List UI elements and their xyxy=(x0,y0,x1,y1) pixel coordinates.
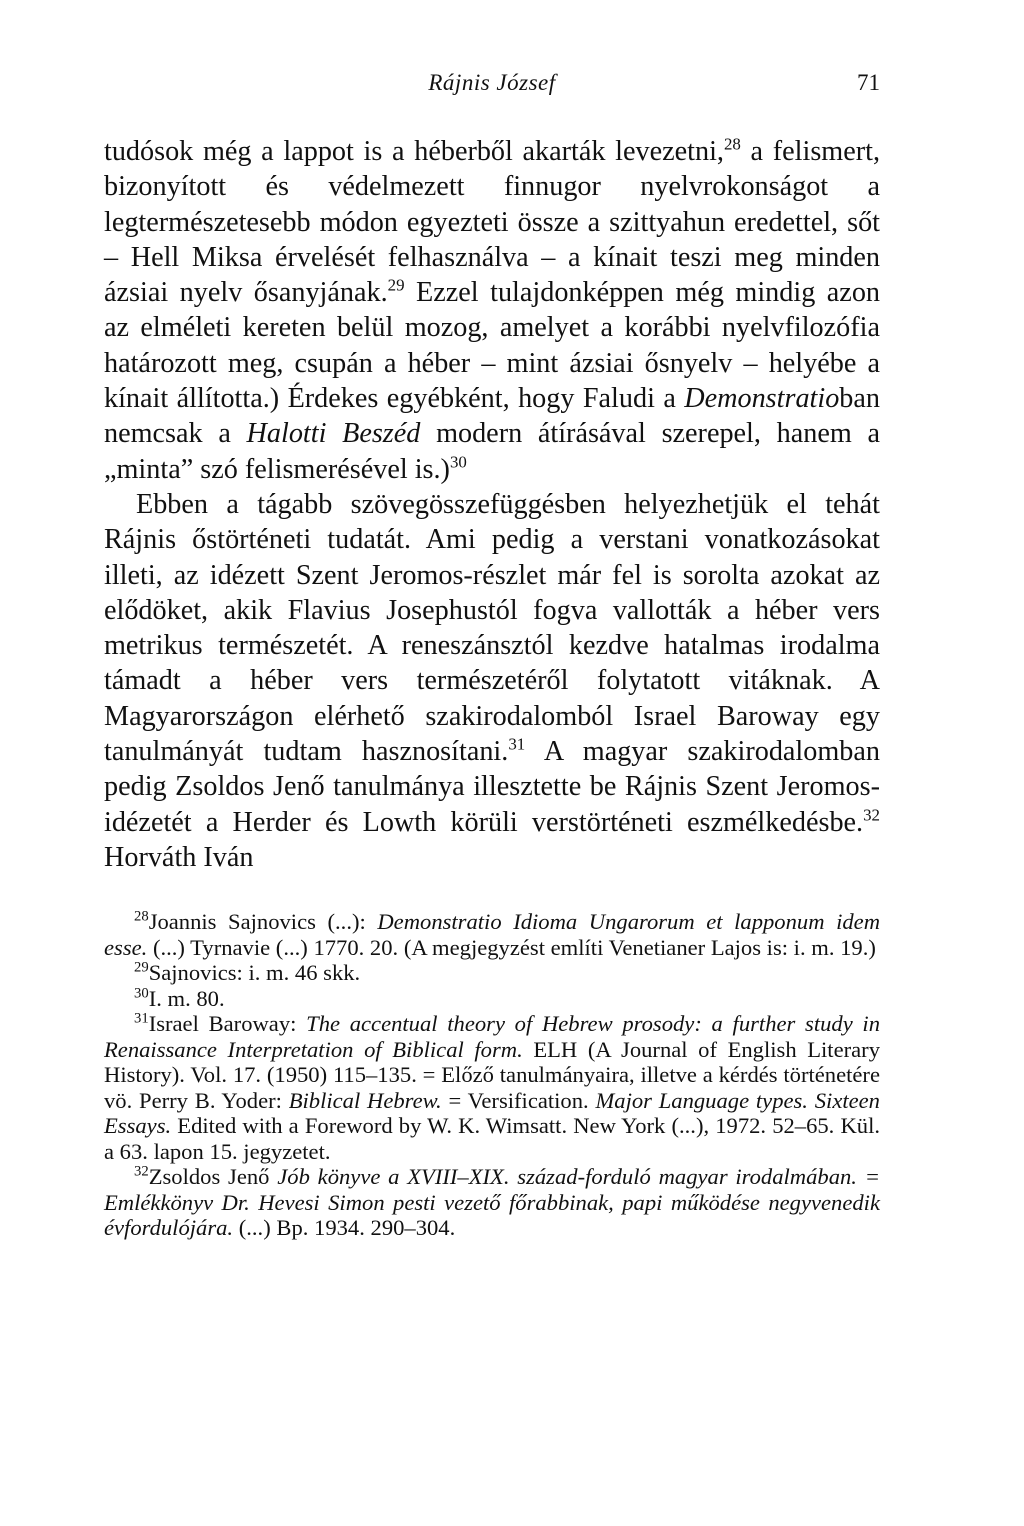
page-header xyxy=(104,62,880,106)
footnote-text: (...) Bp. 1934. 290–304. xyxy=(233,1215,456,1241)
footnote-28 xyxy=(104,909,880,960)
footnote-text: Zsoldos Jenő xyxy=(148,1164,278,1190)
footnote-ref-28: 28 xyxy=(723,134,741,154)
footnote-text: Joannis Sajnovics (...): xyxy=(148,909,378,935)
footnote-text: = Versification. xyxy=(441,1087,596,1113)
text-run: modern átírásával szerepel, hanem a „minta” szó felismerésével is.) xyxy=(104,418,880,485)
footnote-32 xyxy=(104,1164,880,1241)
main-text xyxy=(104,134,880,875)
footnote-30 xyxy=(104,986,880,1012)
footnote-italic: Jób könyve a XVIII–XIX. század-forduló magyar irodalmában. = Emlékkönyv Dr. Hevesi Simon pesti vezető főrabbinak, papi működése negyvenedik évfordulójára. xyxy=(104,1164,880,1241)
footnote-29 xyxy=(104,960,880,986)
text-run: Horváth Iván xyxy=(104,841,254,873)
footnote-text: ELH (A Journal of English Literary History). Vol. 17. (1950) 115–135. = Előző tanulmányaira, illetve a kérdés történetére vö. Perry B. Yoder: xyxy=(104,1036,880,1113)
text-run: ban nemcsak a xyxy=(104,383,880,450)
footnote-ref-32: 32 xyxy=(863,805,880,825)
footnote-text: Sajnovics: i. m. 46 skk. xyxy=(148,960,361,986)
footnote-number: 28 xyxy=(134,908,149,925)
footnote-text: I. m. 80. xyxy=(148,985,225,1011)
footnote-text: Israel Baroway: xyxy=(148,1011,307,1037)
running-title: Rájnis József xyxy=(428,70,556,95)
italic-title: Demonstratio xyxy=(684,383,840,415)
italic-title: Halotti Beszéd xyxy=(246,418,421,450)
text-run: A magyar szakirodalomban pedig Zsoldos Jenő tanulmánya illesztette be Rájnis Szent Jeromos-idézetét a Herder és Lowth körüli verstörténeti eszmélkedésbe. xyxy=(104,736,880,838)
footnote-italic: Biblical Hebrew. xyxy=(288,1087,442,1113)
footnote-ref-31: 31 xyxy=(508,734,526,754)
footnote-italic: Major Language types. Sixteen Essays. xyxy=(104,1087,880,1139)
footnote-number: 32 xyxy=(134,1163,149,1180)
footnote-italic: Demonstratio Idioma Ungarorum et lapponum idem esse. xyxy=(104,909,881,960)
page-number: 71 xyxy=(857,70,880,95)
text-run: a felismert, bizonyított és védelmezett finnugor nyelvrokonságot a legtermészetesebb módon egyezteti össze a szittyahun eredettel, sőt – Hell Miksa érvelését felhasználva – a kínait teszi meg minden ázsiai nyelv ősanyjának. xyxy=(104,136,880,309)
book-page xyxy=(104,62,880,1241)
text-run: tudósok még a lappot is a héberből akarták levezetni, xyxy=(104,136,724,167)
footnote-italic: The accentual theory of Hebrew prosody: a further study in Renaissance Interpretation of Biblical form. xyxy=(104,1011,881,1062)
footnote-text: (...) Tyrnavie (...) 1770. 20. (A megjegyzést említi Venetianer Lajos is: i. m. 19.) xyxy=(147,934,876,960)
text-run: Ebben a tágabb szövegösszefüggésben helyezhetjük el tehát Rájnis őstörténeti tudatát. Ami pedig a verstani vonatkozásokat illeti, az idézett Szent Jeromos-részlet már fel is sorolta azokat az elődöket, akik Flavius Josephustól fogva vallották a héber vers metrikus természetét. A reneszánsztól kezdve hatalmas irodalma támadt a héber vers természetéről folytatott vitáknak. A Magyarországon elérhető szakirodalomból Israel Baroway egy tanulmányát tudtam hasznosítani. xyxy=(104,488,880,768)
footnote-number: 29 xyxy=(134,959,149,976)
footnote-text: Edited with a Foreword by W. K. Wimsatt. New York (...), 1972. 52–65. Kül. a 63. lapon 15. jegyzetet. xyxy=(104,1113,880,1164)
footnote-ref-29: 29 xyxy=(387,275,405,295)
paragraph xyxy=(104,487,880,875)
text-run: Ezzel tulajdonképpen még mindig azon az elméleti kereten belül mozog, amelyet a korábbi nyelvfilozófia határozott meg, csupán a héber – mint ázsiai ősnyelv – helyébe a kínait állította.) Érdekes egyébként, hogy Faludi a xyxy=(104,277,881,415)
footnotes xyxy=(104,909,880,1241)
footnote-number: 30 xyxy=(134,985,149,1002)
footnote-ref-30: 30 xyxy=(449,452,467,472)
footnote-number: 31 xyxy=(134,1010,149,1027)
paragraph xyxy=(104,134,880,487)
footnote-31 xyxy=(104,1011,880,1164)
